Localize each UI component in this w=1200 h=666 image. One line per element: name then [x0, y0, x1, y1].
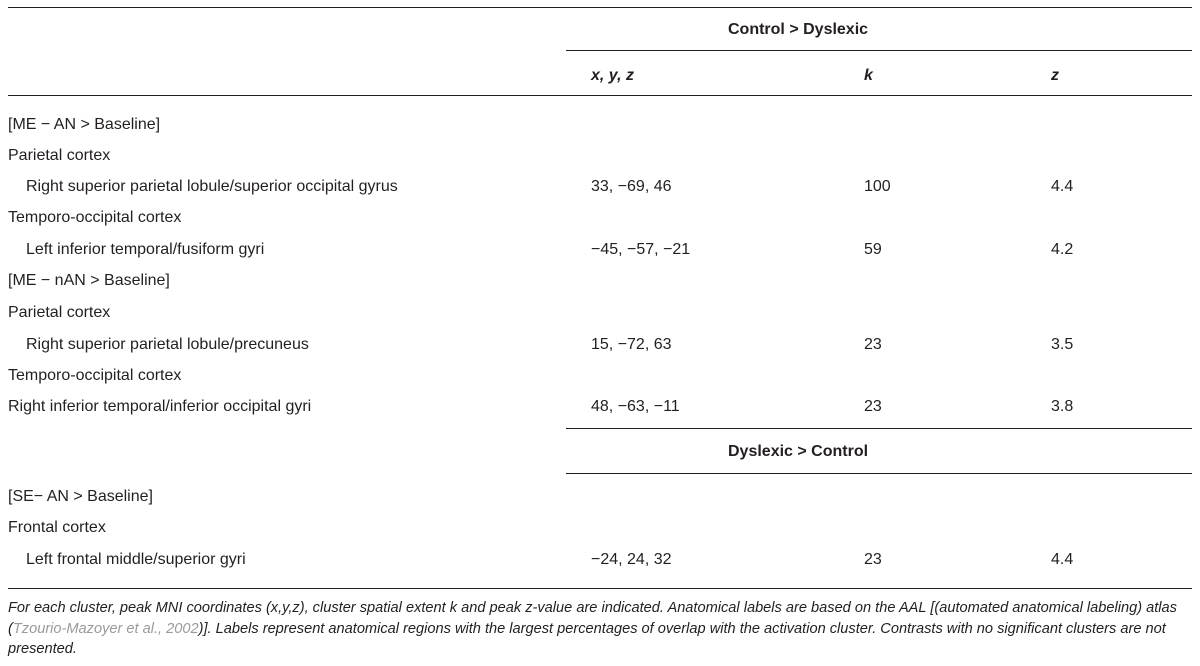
col-header-z: z: [1051, 67, 1059, 84]
group2-topline: [566, 428, 1192, 429]
row-label: Left frontal middle/superior gyri: [26, 551, 246, 568]
group2-header: Dyslexic > Control: [728, 443, 869, 460]
cell-z: 4.4: [1051, 178, 1074, 195]
col-header-coords: x, y, z: [591, 67, 634, 84]
group1-header: Control > Dyslexic: [728, 21, 869, 38]
header-rule: [8, 95, 1192, 96]
row-label: Temporo-occipital cortex: [8, 367, 182, 384]
footnote-text-before: For each cluster, peak MNI coordinates (x,y,z), cluster spatial extent k and peak z-value are indicated. Anatomical labels are based on the AAL [(automated anatomical labeling) atlas (: [8, 600, 1177, 637]
cell-coords: −45, −57, −21: [591, 241, 691, 258]
bottom-rule: [8, 588, 1192, 589]
footnote-citation-link[interactable]: Tzourio-Mazoyer et al., 2002: [12, 620, 199, 637]
row-label: Temporo-occipital cortex: [8, 209, 182, 226]
row-label: Left inferior temporal/fusiform gyri: [26, 241, 265, 258]
footnote-text-after: )]. Labels represent anatomical regions with the largest percentages of overlap with the activation cluster. Contrasts with no significant clusters are not presented.: [8, 620, 1166, 657]
cell-coords: 48, −63, −11: [591, 398, 680, 415]
group1-underline: [566, 50, 1192, 51]
cell-k: 23: [864, 551, 882, 568]
row-label: Right superior parietal lobule/superior occipital gyrus: [26, 178, 398, 195]
cell-k: 100: [864, 178, 891, 195]
row-label: [SE− AN > Baseline]: [8, 488, 153, 505]
cell-z: 3.5: [1051, 336, 1074, 353]
group2-underline: [566, 473, 1192, 474]
row-label: Parietal cortex: [8, 304, 111, 321]
cell-coords: −24, 24, 32: [591, 551, 672, 568]
cell-k: 59: [864, 241, 882, 258]
row-label: Right inferior temporal/inferior occipital gyri: [8, 398, 312, 415]
cell-k: 23: [864, 336, 882, 353]
col-header-k: k: [864, 67, 873, 84]
cell-coords: 15, −72, 63: [591, 336, 672, 353]
cell-z: 3.8: [1051, 398, 1074, 415]
cell-coords: 33, −69, 46: [591, 178, 672, 195]
row-label: [ME − nAN > Baseline]: [8, 272, 170, 289]
row-label: Parietal cortex: [8, 147, 111, 164]
cell-z: 4.4: [1051, 551, 1074, 568]
row-label: [ME − AN > Baseline]: [8, 116, 161, 133]
cell-z: 4.2: [1051, 241, 1074, 258]
row-label: Frontal cortex: [8, 519, 106, 536]
table-footnote: [8, 598, 1196, 660]
cell-k: 23: [864, 398, 882, 415]
top-rule: [8, 7, 1192, 8]
row-label: Right superior parietal lobule/precuneus: [26, 336, 309, 353]
